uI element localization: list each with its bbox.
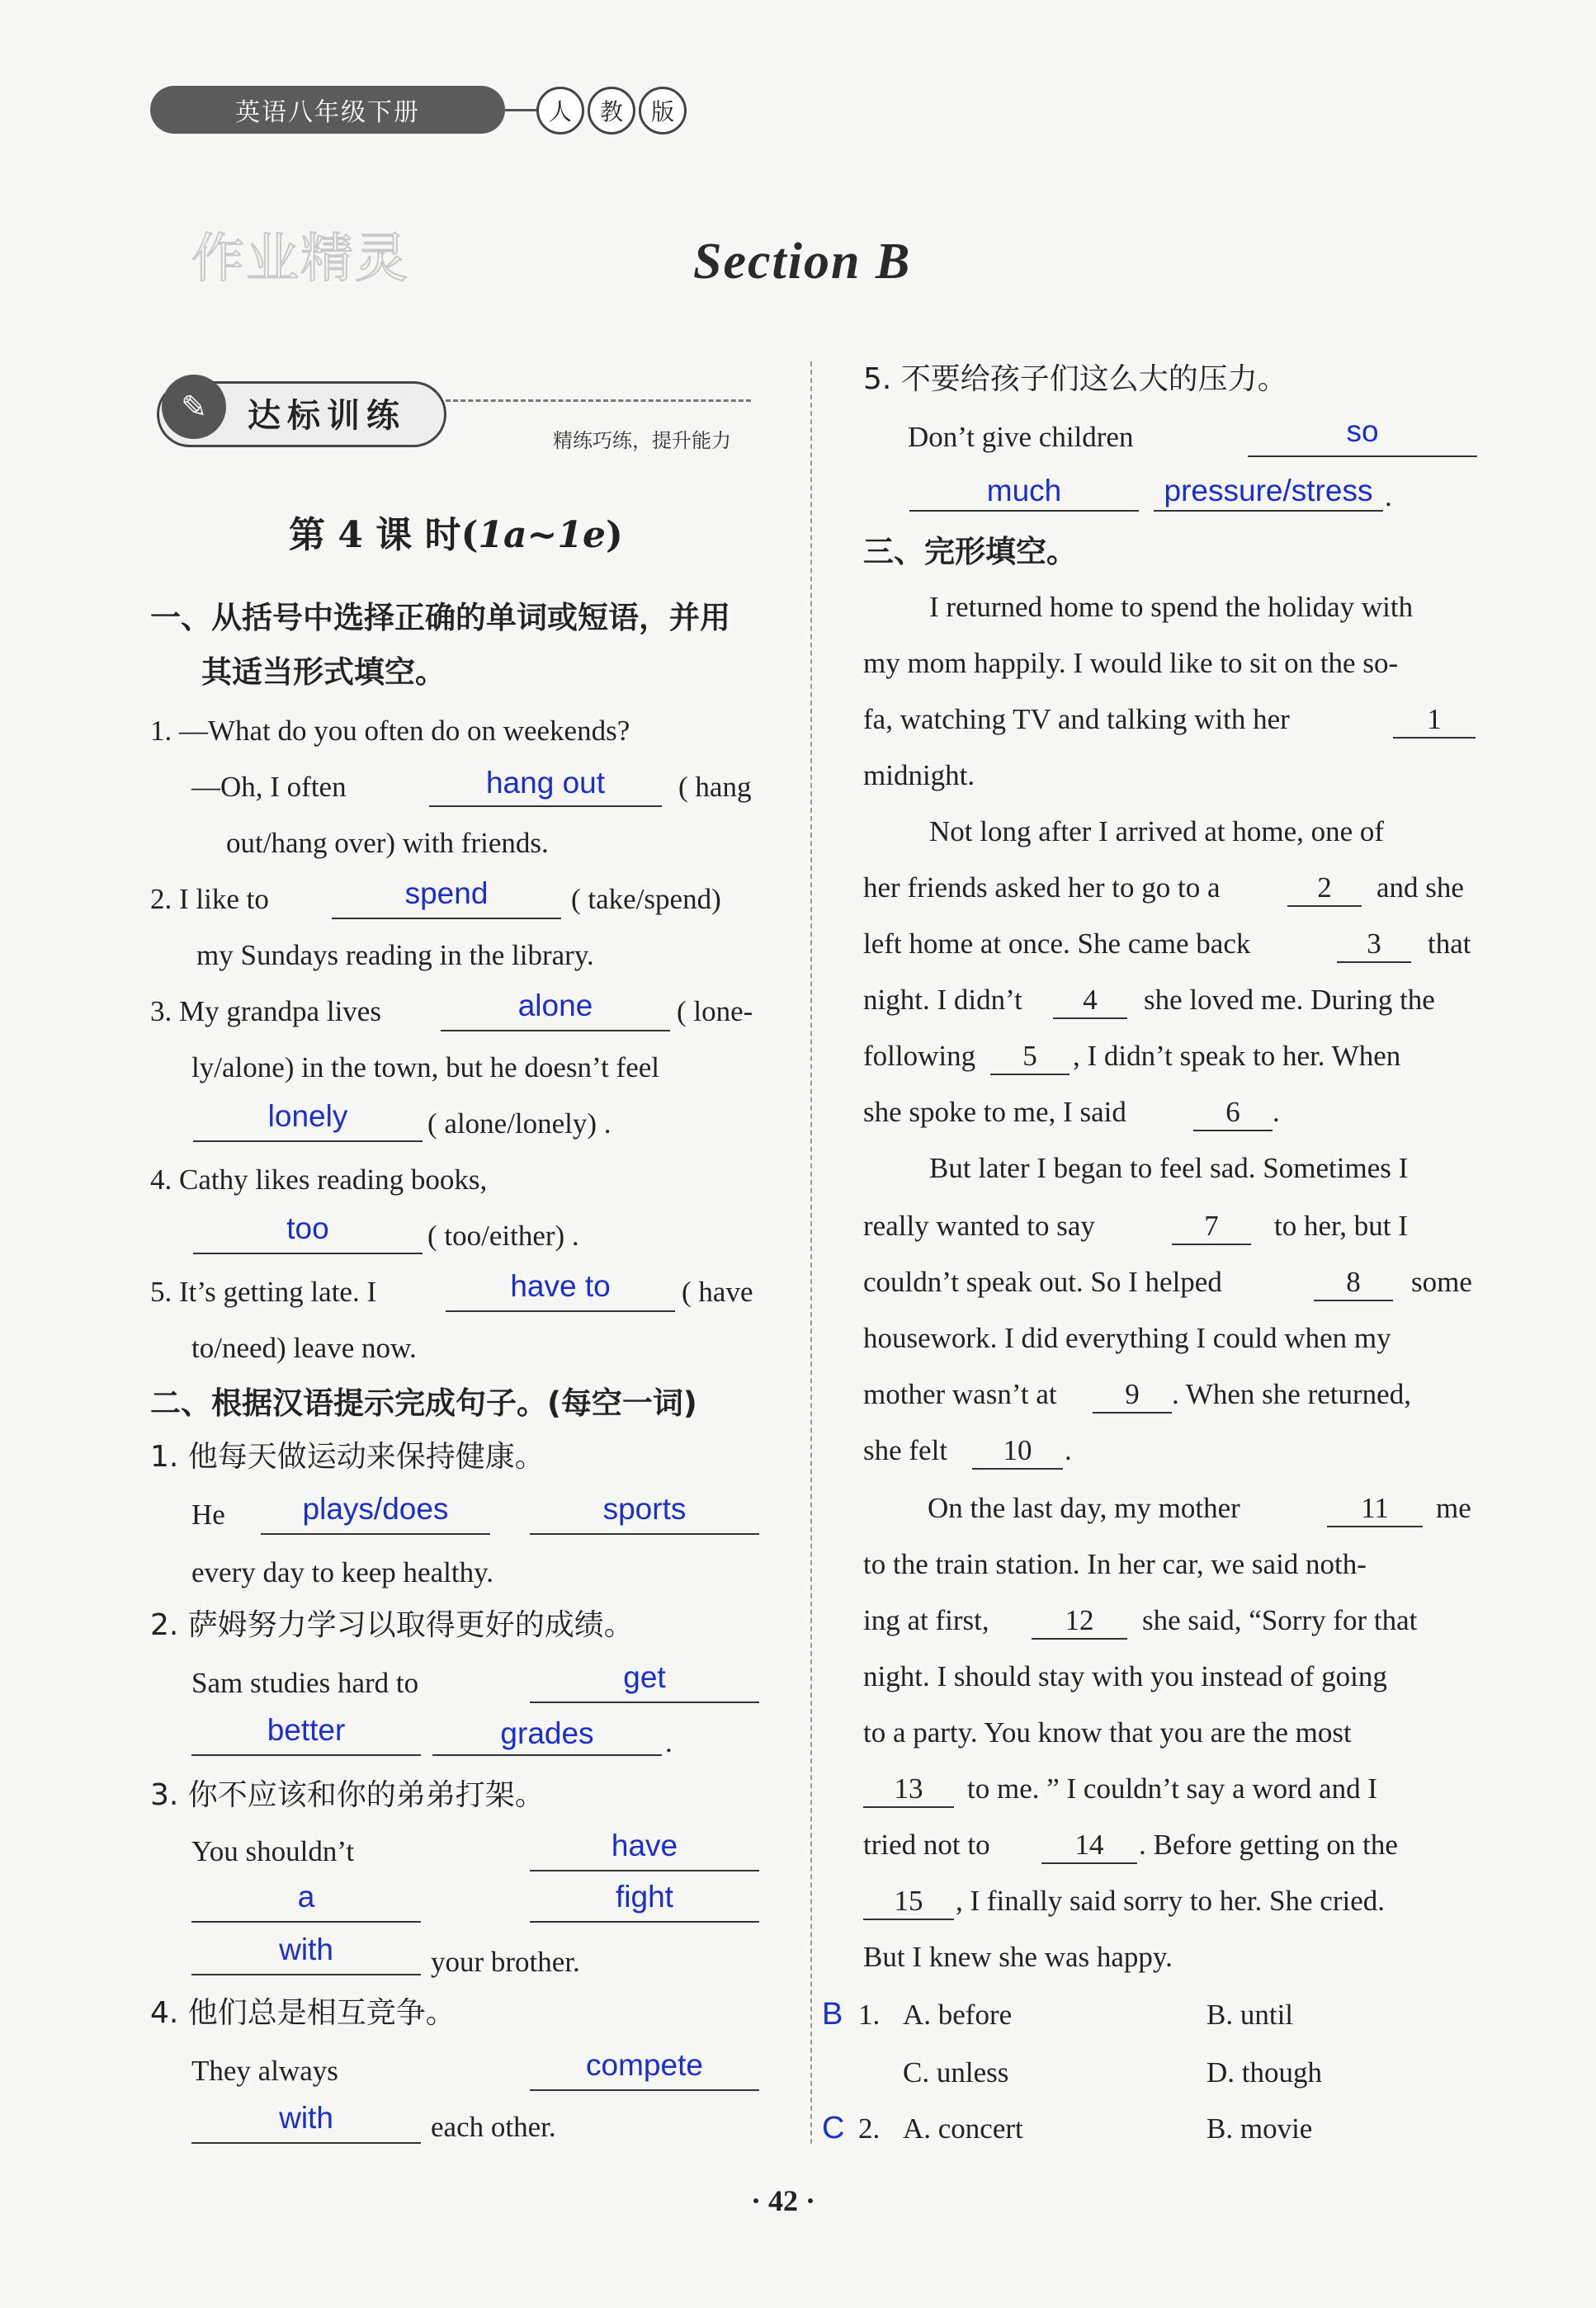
passage-line: to her, but I bbox=[1274, 1210, 1408, 1242]
tag-connector bbox=[505, 109, 538, 111]
passage-line: following bbox=[863, 1040, 976, 1072]
q1-line: 1. —What do you often do on weekends? bbox=[150, 715, 630, 747]
answer: have to bbox=[510, 1269, 611, 1303]
option-a: A. before bbox=[903, 1999, 1013, 2031]
option-b: B. until bbox=[1206, 1999, 1294, 2031]
passage-line: my mom happily. I would like to sit on the so- bbox=[863, 647, 1399, 679]
answer: with bbox=[279, 1933, 333, 1966]
passage-line: On the last day, my mother bbox=[928, 1492, 1240, 1524]
q4-line: ( too/either) . bbox=[427, 1220, 579, 1252]
passage-line: , I finally said sorry to her. She cried. bbox=[956, 1885, 1386, 1917]
blank-line bbox=[429, 805, 662, 807]
edition-char: 版 bbox=[639, 87, 687, 135]
answer: too bbox=[286, 1211, 329, 1245]
passage-line: But later I began to feel sad. Sometimes I bbox=[929, 1152, 1409, 1184]
passage-line: I returned home to spend the holiday with bbox=[929, 591, 1414, 623]
blank-line bbox=[446, 1310, 675, 1312]
passage-line: really wanted to say bbox=[863, 1210, 1095, 1242]
edition-badges bbox=[536, 87, 687, 135]
banner-motto: 精练巧练，提升能力 bbox=[553, 429, 731, 452]
blank-line bbox=[193, 1140, 423, 1142]
option-num: 2. bbox=[858, 2112, 881, 2145]
q3-line: ( lone- bbox=[677, 995, 753, 1027]
passage-line: night. I didn’t bbox=[863, 984, 1022, 1016]
q4-line: 4. Cathy likes reading books, bbox=[150, 1163, 488, 1196]
q1-line: ( hang bbox=[678, 771, 752, 803]
answer: spend bbox=[404, 876, 489, 910]
lesson-prefix: 第 4 课 时( bbox=[289, 514, 479, 556]
option-num: 1. bbox=[858, 1999, 881, 2031]
blank-line bbox=[530, 1533, 759, 1535]
cloze-blank: 7 bbox=[1172, 1211, 1251, 1245]
passage-line: me bbox=[1436, 1492, 1471, 1524]
q5-line: to/need) leave now. bbox=[191, 1332, 417, 1364]
blank-line bbox=[191, 1754, 421, 1756]
part2-heading: 二、根据汉语提示完成句子。(每空一词) bbox=[150, 1385, 697, 1421]
cloze-blank: 11 bbox=[1327, 1494, 1423, 1527]
p2q5-en: Don’t give children bbox=[908, 421, 1134, 453]
passage-line: some bbox=[1411, 1266, 1472, 1298]
page-number: · 42 · bbox=[751, 2184, 816, 2217]
practice-banner bbox=[157, 373, 759, 455]
column-divider bbox=[810, 361, 812, 2144]
q5-line: 5. It’s getting late. I bbox=[150, 1276, 377, 1308]
cloze-blank: 1 bbox=[1393, 705, 1476, 739]
passage-line: to a party. You know that you are the most bbox=[863, 1716, 1352, 1749]
passage-line: . bbox=[1065, 1434, 1072, 1466]
passage-line: . When she returned, bbox=[1172, 1378, 1411, 1410]
part1-heading-2: 其适当形式填空。 bbox=[201, 654, 446, 690]
q2-line: my Sundays reading in the library. bbox=[196, 939, 594, 971]
passage-line: left home at once. She came back bbox=[863, 927, 1251, 960]
answer: get bbox=[623, 1660, 666, 1694]
blank-line bbox=[191, 1921, 421, 1923]
p2q5-en: . bbox=[1385, 480, 1392, 512]
section-title: Section B bbox=[693, 234, 912, 290]
cloze-blank: 13 bbox=[863, 1774, 954, 1808]
p2q4-en: They always bbox=[191, 2055, 338, 2087]
answer: so bbox=[1346, 414, 1379, 448]
passage-line: that bbox=[1428, 927, 1471, 960]
p2q1-en: He bbox=[191, 1499, 225, 1531]
answer: much bbox=[986, 474, 1062, 507]
option-a: A. concert bbox=[903, 2112, 1023, 2145]
passage-line: housework. I did everything I could when my bbox=[863, 1322, 1391, 1354]
passage-line: . bbox=[1273, 1096, 1280, 1128]
passage-line: her friends asked her to go to a bbox=[863, 871, 1221, 904]
book-title-tag bbox=[150, 86, 505, 134]
chosen-answer: C bbox=[822, 2111, 845, 2145]
p2q4-cn: 4. 他们总是相互竞争。 bbox=[150, 1996, 456, 2030]
p2q2-en: . bbox=[665, 1726, 673, 1758]
blank-line bbox=[191, 2142, 421, 2144]
passage-line: and she bbox=[1376, 871, 1464, 904]
answer: alone bbox=[517, 989, 593, 1022]
blank-line bbox=[1154, 510, 1383, 512]
blank-line bbox=[530, 1921, 759, 1923]
passage-line: she spoke to me, I said bbox=[863, 1096, 1126, 1128]
passage-line: midnight. bbox=[863, 759, 975, 791]
answer: hang out bbox=[485, 766, 606, 800]
edition-char: 教 bbox=[588, 87, 635, 135]
passage-line: she loved me. During the bbox=[1144, 984, 1435, 1016]
p2q3-cn: 3. 你不应该和你的弟弟打架。 bbox=[150, 1778, 545, 1812]
lesson-title bbox=[289, 505, 623, 558]
blank-line bbox=[530, 1870, 759, 1871]
cloze-blank: 2 bbox=[1287, 873, 1362, 907]
answer: sports bbox=[602, 1492, 687, 1526]
chosen-answer: B bbox=[822, 1997, 843, 2032]
passage-line: tried not to bbox=[863, 1829, 990, 1861]
passage-line: she said, “Sorry for that bbox=[1142, 1604, 1418, 1636]
answer: compete bbox=[586, 2048, 703, 2082]
blank-line bbox=[193, 1253, 423, 1254]
blank-line bbox=[261, 1533, 490, 1535]
q1-line: out/hang over) with friends. bbox=[226, 827, 549, 859]
cloze-blank: 6 bbox=[1193, 1097, 1273, 1131]
passage-line: fa, watching TV and talking with her bbox=[863, 703, 1290, 735]
p2q1-en: every day to keep healthy. bbox=[191, 1556, 494, 1588]
blank-line bbox=[530, 2089, 759, 2091]
banner-dashline bbox=[446, 399, 751, 402]
passage-line: night. I should stay with you instead of going bbox=[863, 1660, 1387, 1692]
blank-line bbox=[432, 1754, 662, 1756]
answer: pressure/stress bbox=[1164, 474, 1373, 507]
passage-line: . Before getting on the bbox=[1139, 1829, 1398, 1861]
cloze-blank: 5 bbox=[990, 1041, 1070, 1075]
q3-line: 3. My grandpa lives bbox=[150, 995, 381, 1027]
answer: plays/does bbox=[302, 1492, 449, 1526]
passage-line: mother wasn’t at bbox=[863, 1378, 1057, 1410]
lesson-range: 1a~1e bbox=[478, 514, 606, 556]
part3-heading: 三、完形填空。 bbox=[863, 534, 1077, 569]
q2-line: 2. I like to bbox=[150, 883, 269, 915]
cloze-blank: 14 bbox=[1041, 1830, 1137, 1864]
p2q2-cn: 2. 萨姆努力学习以取得更好的成绩。 bbox=[150, 1608, 634, 1642]
part1-heading: 一、从括号中选择正确的单词或短语，并用 bbox=[150, 600, 730, 635]
q2-line: ( take/spend) bbox=[571, 883, 721, 915]
passage-line: , I didn’t speak to her. When bbox=[1073, 1040, 1401, 1072]
banner-label: 达标训练 bbox=[248, 397, 406, 435]
cloze-blank: 12 bbox=[1032, 1606, 1127, 1640]
passage-line: to me. ” I couldn’t say a word and I bbox=[967, 1772, 1377, 1805]
book-pen-icon: ✎ bbox=[162, 375, 226, 439]
q5-line: ( have bbox=[682, 1276, 753, 1308]
edition-char: 人 bbox=[536, 87, 584, 135]
passage-line: Not long after I arrived at home, one of bbox=[929, 815, 1385, 847]
q1-line: —Oh, I often bbox=[191, 771, 347, 803]
blank-line bbox=[530, 1702, 759, 1703]
p2q1-cn: 1. 他每天做运动来保持健康。 bbox=[150, 1440, 545, 1474]
answer: lonely bbox=[267, 1099, 348, 1133]
cloze-blank: 8 bbox=[1314, 1267, 1393, 1301]
answer: with bbox=[279, 2101, 333, 2135]
passage-line: ing at first, bbox=[863, 1604, 989, 1636]
lesson-suffix: ) bbox=[606, 514, 623, 556]
p2q2-en: Sam studies hard to bbox=[191, 1667, 419, 1699]
passage-line: to the train station. In her car, we said noth- bbox=[863, 1548, 1367, 1580]
p2q5-cn: 5. 不要给孩子们这么大的压力。 bbox=[863, 362, 1287, 396]
q3-line: ( alone/lonely) . bbox=[427, 1107, 611, 1140]
passage-line: couldn’t speak out. So I helped bbox=[863, 1266, 1222, 1298]
blank-line bbox=[441, 1030, 670, 1031]
cloze-blank: 3 bbox=[1337, 929, 1411, 963]
blank-line bbox=[191, 1974, 421, 1975]
p2q3-en: You shouldn’t bbox=[191, 1835, 355, 1867]
option-c: C. unless bbox=[903, 2056, 1009, 2089]
book-title: 英语八年级下册 bbox=[235, 98, 420, 127]
answer: fight bbox=[616, 1880, 673, 1914]
passage-line: she felt bbox=[863, 1434, 948, 1466]
watermark: 作业精灵 bbox=[191, 229, 409, 290]
answer: have bbox=[611, 1829, 678, 1862]
blank-line bbox=[909, 510, 1139, 512]
answer: better bbox=[267, 1713, 346, 1747]
blank-line bbox=[1248, 455, 1477, 457]
q3-line: ly/alone) in the town, but he doesn’t feel bbox=[191, 1051, 659, 1083]
passage-line: But I knew she was happy. bbox=[863, 1941, 1173, 1973]
answer: a bbox=[297, 1880, 315, 1914]
cloze-blank: 4 bbox=[1053, 985, 1127, 1019]
cloze-blank: 9 bbox=[1093, 1380, 1172, 1414]
blank-line bbox=[332, 918, 561, 919]
p2q3-en: your brother. bbox=[431, 1946, 580, 1978]
option-d: D. though bbox=[1206, 2056, 1322, 2089]
cloze-blank: 10 bbox=[972, 1436, 1063, 1470]
p2q4-en: each other. bbox=[431, 2111, 556, 2143]
answer: grades bbox=[500, 1716, 594, 1750]
cloze-blank: 15 bbox=[863, 1886, 954, 1920]
option-b: B. movie bbox=[1206, 2112, 1313, 2145]
